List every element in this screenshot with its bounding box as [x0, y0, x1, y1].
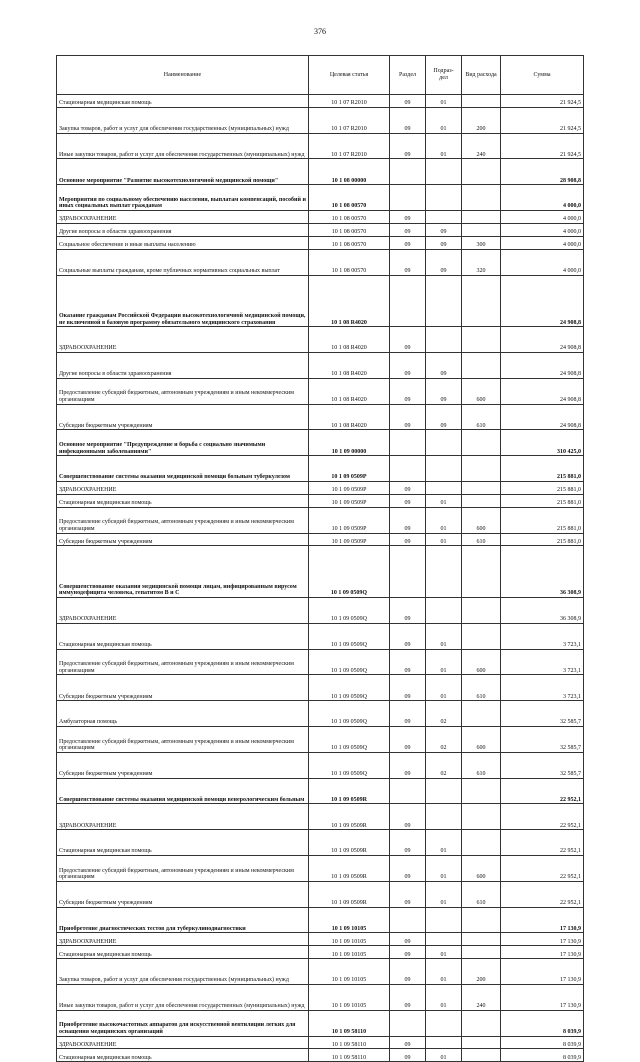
- row-expense-type: [462, 430, 501, 456]
- row-name: Субсидии бюджетным учреждениям: [57, 533, 309, 546]
- row-name: Приобретение диагностических тестов для туберкулинодиагностики: [57, 907, 309, 933]
- row-section: 09: [390, 378, 426, 404]
- row-name: Иные закупки товаров, работ и услуг для обеспечения государственных (муниципальных) нужд: [57, 984, 309, 1010]
- header-sum: Сумма: [501, 56, 584, 95]
- row-section: 09: [390, 95, 426, 108]
- table-row: [57, 959, 584, 985]
- row-expense-type: 600: [462, 507, 501, 533]
- row-section: 09: [390, 830, 426, 856]
- row-expense-type: [462, 907, 501, 933]
- row-subsection: [426, 907, 462, 933]
- row-sum: 32 585,7: [501, 701, 584, 727]
- row-section: [390, 159, 426, 185]
- page-number: 376: [314, 27, 326, 36]
- row-name: Предоставление субсидий бюджетным, автономным учреждениям и иным некоммерческим организациям: [57, 855, 309, 881]
- row-sum: 36 308,9: [501, 597, 584, 623]
- row-target-article: 10 1 09 10105: [309, 933, 390, 946]
- row-expense-type: 600: [462, 378, 501, 404]
- row-section: 09: [390, 959, 426, 985]
- row-sum: 21 924,5: [501, 133, 584, 159]
- row-expense-type: [462, 494, 501, 507]
- row-name: Другие вопросы в области здравоохранения: [57, 223, 309, 236]
- row-section: 09: [390, 481, 426, 494]
- row-subsection: [426, 481, 462, 494]
- row-expense-type: 610: [462, 533, 501, 546]
- row-name: ЗДРАВООХРАНЕНИЕ: [57, 804, 309, 830]
- row-name: Субсидии бюджетным учреждениям: [57, 752, 309, 778]
- row-expense-type: [462, 1010, 501, 1036]
- row-subsection: [426, 456, 462, 482]
- row-subsection: [426, 778, 462, 804]
- row-subsection: 01: [426, 133, 462, 159]
- row-sum: 215 881,0: [501, 456, 584, 482]
- row-name: Субсидии бюджетным учреждениям: [57, 881, 309, 907]
- row-target-article: 10 1 09 10105: [309, 984, 390, 1010]
- row-name: Основное мероприятие "Предупреждение и борьба с социально значимыми инфекционными заболеваниями": [57, 430, 309, 456]
- row-subsection: 09: [426, 378, 462, 404]
- row-name: ЗДРАВООХРАНЕНИЕ: [57, 933, 309, 946]
- row-target-article: 10 1 08 R4020: [309, 404, 390, 430]
- row-sum: 36 308,9: [501, 546, 584, 598]
- row-subsection: [426, 430, 462, 456]
- row-section: 09: [390, 1036, 426, 1049]
- row-target-article: 10 1 09 58110: [309, 1036, 390, 1049]
- row-name: Приобретение высокочастотных аппаратов для искусственной вентиляции легких для оснащения медицинских организаций: [57, 1010, 309, 1036]
- row-target-article: 10 1 09 0509Q: [309, 752, 390, 778]
- row-section: 09: [390, 649, 426, 675]
- row-name: ЗДРАВООХРАНЕНИЕ: [57, 211, 309, 224]
- row-target-article: 10 1 08 00000: [309, 159, 390, 185]
- row-section: [390, 1010, 426, 1036]
- header-expense-type: Вид расхода: [462, 56, 501, 95]
- row-section: 09: [390, 804, 426, 830]
- table-row: [57, 430, 584, 456]
- row-section: 09: [390, 236, 426, 249]
- table-row: [57, 1010, 584, 1036]
- row-subsection: 01: [426, 649, 462, 675]
- row-target-article: 10 1 09 0509Q: [309, 701, 390, 727]
- row-expense-type: [462, 597, 501, 623]
- row-subsection: 09: [426, 352, 462, 378]
- row-subsection: 01: [426, 675, 462, 701]
- row-section: 09: [390, 855, 426, 881]
- row-sum: 4 000,0: [501, 211, 584, 224]
- table-row: [57, 597, 584, 623]
- table-row: [57, 159, 584, 185]
- table-row: [57, 855, 584, 881]
- row-target-article: 10 1 09 0509Q: [309, 649, 390, 675]
- row-sum: 215 881,0: [501, 507, 584, 533]
- table-row: [57, 804, 584, 830]
- row-subsection: 02: [426, 726, 462, 752]
- row-sum: 32 585,7: [501, 752, 584, 778]
- table-row: [57, 778, 584, 804]
- row-expense-type: [462, 275, 501, 327]
- row-sum: 24 908,8: [501, 352, 584, 378]
- table-row: [57, 494, 584, 507]
- row-name: Оказание гражданам Российской Федерации высокотехнологичной медицинской помощи, не включенной в базовую программу обязательного медицинского страхования: [57, 275, 309, 327]
- row-target-article: 10 1 09 0509R: [309, 855, 390, 881]
- row-subsection: 01: [426, 855, 462, 881]
- table-row: [57, 649, 584, 675]
- table-row: [57, 275, 584, 327]
- row-name: Социальные выплаты гражданам, кроме публичных нормативных социальных выплат: [57, 249, 309, 275]
- row-expense-type: 610: [462, 404, 501, 430]
- row-target-article: 10 1 09 0509P: [309, 507, 390, 533]
- row-name: Стационарная медицинская помощь: [57, 830, 309, 856]
- table-row: [57, 481, 584, 494]
- row-name: Амбулаторная помощь: [57, 701, 309, 727]
- row-sum: 22 952,1: [501, 830, 584, 856]
- row-section: 09: [390, 494, 426, 507]
- row-target-article: 10 1 09 0509Q: [309, 623, 390, 649]
- row-name: Субсидии бюджетным учреждениям: [57, 675, 309, 701]
- row-target-article: 10 1 09 0509P: [309, 456, 390, 482]
- table-row: [57, 133, 584, 159]
- row-section: 09: [390, 249, 426, 275]
- row-expense-type: [462, 946, 501, 959]
- row-expense-type: [462, 1049, 501, 1062]
- row-target-article: 10 1 07 R2010: [309, 95, 390, 108]
- table-row: [57, 1049, 584, 1062]
- row-name: ЗДРАВООХРАНЕНИЕ: [57, 481, 309, 494]
- header-section: Раздел: [390, 56, 426, 95]
- row-subsection: [426, 597, 462, 623]
- row-sum: 17 130,9: [501, 933, 584, 946]
- row-expense-type: 240: [462, 984, 501, 1010]
- row-section: 09: [390, 597, 426, 623]
- row-subsection: [426, 1010, 462, 1036]
- row-expense-type: [462, 623, 501, 649]
- row-sum: 17 130,9: [501, 959, 584, 985]
- row-name: Закупка товаров, работ и услуг для обеспечения государственных (муниципальных) нужд: [57, 107, 309, 133]
- row-target-article: 10 1 09 10105: [309, 959, 390, 985]
- row-sum: 8 039,9: [501, 1036, 584, 1049]
- row-section: 09: [390, 675, 426, 701]
- row-target-article: 10 1 09 0509P: [309, 494, 390, 507]
- row-subsection: 01: [426, 959, 462, 985]
- row-section: 09: [390, 327, 426, 353]
- row-expense-type: 600: [462, 726, 501, 752]
- row-target-article: 10 1 09 0509Q: [309, 546, 390, 598]
- row-sum: 17 130,9: [501, 984, 584, 1010]
- row-section: 09: [390, 133, 426, 159]
- row-subsection: 01: [426, 494, 462, 507]
- row-sum: 22 952,1: [501, 778, 584, 804]
- row-subsection: 01: [426, 107, 462, 133]
- row-sum: 8 039,9: [501, 1010, 584, 1036]
- row-expense-type: [462, 456, 501, 482]
- row-section: 09: [390, 623, 426, 649]
- row-sum: 24 908,8: [501, 404, 584, 430]
- row-subsection: 01: [426, 533, 462, 546]
- row-name: Совершенствование системы оказания медицинской помощи венерологическим больным: [57, 778, 309, 804]
- row-name: ЗДРАВООХРАНЕНИЕ: [57, 597, 309, 623]
- row-expense-type: 320: [462, 249, 501, 275]
- row-name: Стационарная медицинская помощь: [57, 623, 309, 649]
- row-section: 09: [390, 726, 426, 752]
- budget-table: [56, 55, 584, 1062]
- row-name: Предоставление субсидий бюджетным, автономным учреждениям и иным некоммерческим организациям: [57, 507, 309, 533]
- row-sum: 24 908,8: [501, 275, 584, 327]
- row-expense-type: [462, 159, 501, 185]
- row-name: Мероприятия по социальному обеспечению населения, выплатам компенсаций, пособий и иных социальных выплат гражданам: [57, 185, 309, 211]
- row-subsection: 02: [426, 752, 462, 778]
- row-sum: 4 000,0: [501, 185, 584, 211]
- row-expense-type: [462, 223, 501, 236]
- row-section: 09: [390, 507, 426, 533]
- row-subsection: 02: [426, 701, 462, 727]
- row-section: 09: [390, 352, 426, 378]
- row-target-article: 10 1 07 R2010: [309, 133, 390, 159]
- row-sum: 215 881,0: [501, 533, 584, 546]
- table-row: [57, 378, 584, 404]
- row-sum: 21 924,5: [501, 107, 584, 133]
- row-name: Другие вопросы в области здравоохранения: [57, 352, 309, 378]
- table-row: [57, 236, 584, 249]
- row-target-article: 10 1 08 R4020: [309, 275, 390, 327]
- row-target-article: 10 1 09 0509P: [309, 481, 390, 494]
- row-name: Стационарная медицинская помощь: [57, 1049, 309, 1062]
- row-sum: 22 952,1: [501, 804, 584, 830]
- row-expense-type: 200: [462, 959, 501, 985]
- row-target-article: 10 1 09 0509R: [309, 804, 390, 830]
- row-target-article: 10 1 08 R4020: [309, 378, 390, 404]
- row-name: ЗДРАВООХРАНЕНИЕ: [57, 1036, 309, 1049]
- row-subsection: 01: [426, 623, 462, 649]
- row-target-article: 10 1 09 10105: [309, 946, 390, 959]
- row-subsection: 09: [426, 249, 462, 275]
- row-name: Субсидии бюджетным учреждениям: [57, 404, 309, 430]
- table-row: [57, 701, 584, 727]
- row-target-article: 10 1 09 0509Q: [309, 726, 390, 752]
- table-row: [57, 984, 584, 1010]
- table-row: [57, 456, 584, 482]
- row-section: 09: [390, 752, 426, 778]
- row-name: Стационарная медицинская помощь: [57, 95, 309, 108]
- table-row: [57, 507, 584, 533]
- row-target-article: 10 1 09 0509R: [309, 778, 390, 804]
- row-subsection: [426, 159, 462, 185]
- row-section: 09: [390, 984, 426, 1010]
- row-subsection: 09: [426, 223, 462, 236]
- row-name: Основное мероприятие "Развитие высокотехнологичной медицинской помощи": [57, 159, 309, 185]
- header-subsection: Подраз- дел: [426, 56, 462, 95]
- row-sum: 3 723,1: [501, 675, 584, 701]
- row-section: 09: [390, 1049, 426, 1062]
- header-name: Наименование: [57, 56, 309, 95]
- row-section: [390, 456, 426, 482]
- row-subsection: [426, 211, 462, 224]
- table-row: [57, 933, 584, 946]
- row-sum: 4 000,0: [501, 249, 584, 275]
- row-section: 09: [390, 881, 426, 907]
- row-expense-type: 610: [462, 752, 501, 778]
- table-row: [57, 546, 584, 598]
- row-sum: 8 039,9: [501, 1049, 584, 1062]
- row-expense-type: 240: [462, 133, 501, 159]
- row-expense-type: 200: [462, 107, 501, 133]
- row-target-article: 10 1 09 0509P: [309, 533, 390, 546]
- row-sum: 17 130,9: [501, 946, 584, 959]
- row-expense-type: [462, 352, 501, 378]
- row-sum: 21 924,5: [501, 95, 584, 108]
- row-target-article: 10 1 08 00570: [309, 236, 390, 249]
- row-name: ЗДРАВООХРАНЕНИЕ: [57, 327, 309, 353]
- table-body: [57, 95, 584, 1062]
- row-subsection: [426, 933, 462, 946]
- row-expense-type: 600: [462, 649, 501, 675]
- row-name: Социальное обеспечение и иные выплаты населению: [57, 236, 309, 249]
- row-subsection: 01: [426, 830, 462, 856]
- table-row: [57, 881, 584, 907]
- row-target-article: 10 1 09 0509R: [309, 830, 390, 856]
- row-sum: 22 952,1: [501, 855, 584, 881]
- row-sum: 28 908,8: [501, 159, 584, 185]
- row-sum: 22 952,1: [501, 881, 584, 907]
- row-name: Совершенствование оказания медицинской помощи лицам, инфицированным вирусом иммунодефицита человека, гепатитом B и C: [57, 546, 309, 598]
- row-expense-type: [462, 481, 501, 494]
- table-row: [57, 907, 584, 933]
- row-sum: 4 000,0: [501, 223, 584, 236]
- row-name: Предоставление субсидий бюджетным, автономным учреждениям и иным некоммерческим организациям: [57, 726, 309, 752]
- row-section: [390, 546, 426, 598]
- row-expense-type: [462, 327, 501, 353]
- row-name: Закупка товаров, работ и услуг для обеспечения государственных (муниципальных) нужд: [57, 959, 309, 985]
- row-section: 09: [390, 533, 426, 546]
- row-section: 09: [390, 211, 426, 224]
- table-row: [57, 107, 584, 133]
- row-section: [390, 275, 426, 327]
- table-row: [57, 726, 584, 752]
- row-section: [390, 430, 426, 456]
- header-target-article: Целевая статья: [309, 56, 390, 95]
- row-sum: 4 000,0: [501, 236, 584, 249]
- row-subsection: [426, 275, 462, 327]
- row-expense-type: [462, 1036, 501, 1049]
- row-sum: 24 908,8: [501, 378, 584, 404]
- row-subsection: [426, 327, 462, 353]
- row-expense-type: [462, 185, 501, 211]
- row-sum: 215 881,0: [501, 494, 584, 507]
- row-sum: 310 425,0: [501, 430, 584, 456]
- row-name: Предоставление субсидий бюджетным, автономным учреждениям и иным некоммерческим организациям: [57, 378, 309, 404]
- row-expense-type: [462, 546, 501, 598]
- table-row: [57, 352, 584, 378]
- row-sum: 3 723,1: [501, 649, 584, 675]
- row-expense-type: [462, 95, 501, 108]
- row-subsection: 01: [426, 1049, 462, 1062]
- row-expense-type: 610: [462, 675, 501, 701]
- row-section: [390, 907, 426, 933]
- row-name: Иные закупки товаров, работ и услуг для обеспечения государственных (муниципальных) нужд: [57, 133, 309, 159]
- row-target-article: 10 1 08 00570: [309, 223, 390, 236]
- row-section: [390, 778, 426, 804]
- row-expense-type: [462, 830, 501, 856]
- row-subsection: 01: [426, 881, 462, 907]
- row-section: [390, 185, 426, 211]
- row-subsection: 01: [426, 946, 462, 959]
- row-subsection: [426, 185, 462, 211]
- row-section: 09: [390, 107, 426, 133]
- row-section: 09: [390, 701, 426, 727]
- row-target-article: 10 1 08 00570: [309, 185, 390, 211]
- row-sum: 32 585,7: [501, 726, 584, 752]
- row-section: 09: [390, 933, 426, 946]
- table-row: [57, 533, 584, 546]
- row-name: Стационарная медицинская помощь: [57, 494, 309, 507]
- table-row: [57, 327, 584, 353]
- row-subsection: 09: [426, 236, 462, 249]
- row-subsection: 01: [426, 507, 462, 533]
- row-target-article: 10 1 09 00000: [309, 430, 390, 456]
- table-row: [57, 675, 584, 701]
- row-expense-type: 600: [462, 855, 501, 881]
- row-target-article: 10 1 08 00570: [309, 249, 390, 275]
- row-expense-type: 300: [462, 236, 501, 249]
- row-sum: 215 881,0: [501, 481, 584, 494]
- row-target-article: 10 1 08 R4020: [309, 352, 390, 378]
- table-row: [57, 946, 584, 959]
- row-section: 09: [390, 404, 426, 430]
- row-target-article: 10 1 09 0509R: [309, 881, 390, 907]
- row-target-article: 10 1 07 R2010: [309, 107, 390, 133]
- table-row: [57, 211, 584, 224]
- row-expense-type: [462, 701, 501, 727]
- row-sum: 3 723,1: [501, 623, 584, 649]
- table-row: [57, 1036, 584, 1049]
- table-row: [57, 623, 584, 649]
- row-subsection: 01: [426, 984, 462, 1010]
- table-row: [57, 752, 584, 778]
- row-expense-type: 610: [462, 881, 501, 907]
- row-subsection: 09: [426, 404, 462, 430]
- row-target-article: 10 1 09 10105: [309, 907, 390, 933]
- row-sum: 24 908,8: [501, 327, 584, 353]
- row-name: Стационарная медицинская помощь: [57, 946, 309, 959]
- row-target-article: 10 1 09 58110: [309, 1049, 390, 1062]
- table-row: [57, 830, 584, 856]
- row-section: 09: [390, 946, 426, 959]
- table-header-row: [57, 56, 584, 95]
- row-expense-type: [462, 804, 501, 830]
- row-sum: 17 130,9: [501, 907, 584, 933]
- row-section: 09: [390, 223, 426, 236]
- row-name: Совершенствование системы оказания медицинской помощи больным туберкулезом: [57, 456, 309, 482]
- row-subsection: [426, 1036, 462, 1049]
- table-row: [57, 404, 584, 430]
- table-row: [57, 185, 584, 211]
- table-row: [57, 95, 584, 108]
- row-name: Предоставление субсидий бюджетным, автономным учреждениям и иным некоммерческим организациям: [57, 649, 309, 675]
- row-target-article: 10 1 08 R4020: [309, 327, 390, 353]
- row-target-article: 10 1 09 0509Q: [309, 675, 390, 701]
- row-expense-type: [462, 778, 501, 804]
- row-target-article: 10 1 08 00570: [309, 211, 390, 224]
- table-row: [57, 223, 584, 236]
- row-subsection: 01: [426, 95, 462, 108]
- row-expense-type: [462, 211, 501, 224]
- row-target-article: 10 1 09 58110: [309, 1010, 390, 1036]
- row-subsection: [426, 546, 462, 598]
- row-target-article: 10 1 09 0509Q: [309, 597, 390, 623]
- row-subsection: [426, 804, 462, 830]
- table-row: [57, 249, 584, 275]
- row-expense-type: [462, 933, 501, 946]
